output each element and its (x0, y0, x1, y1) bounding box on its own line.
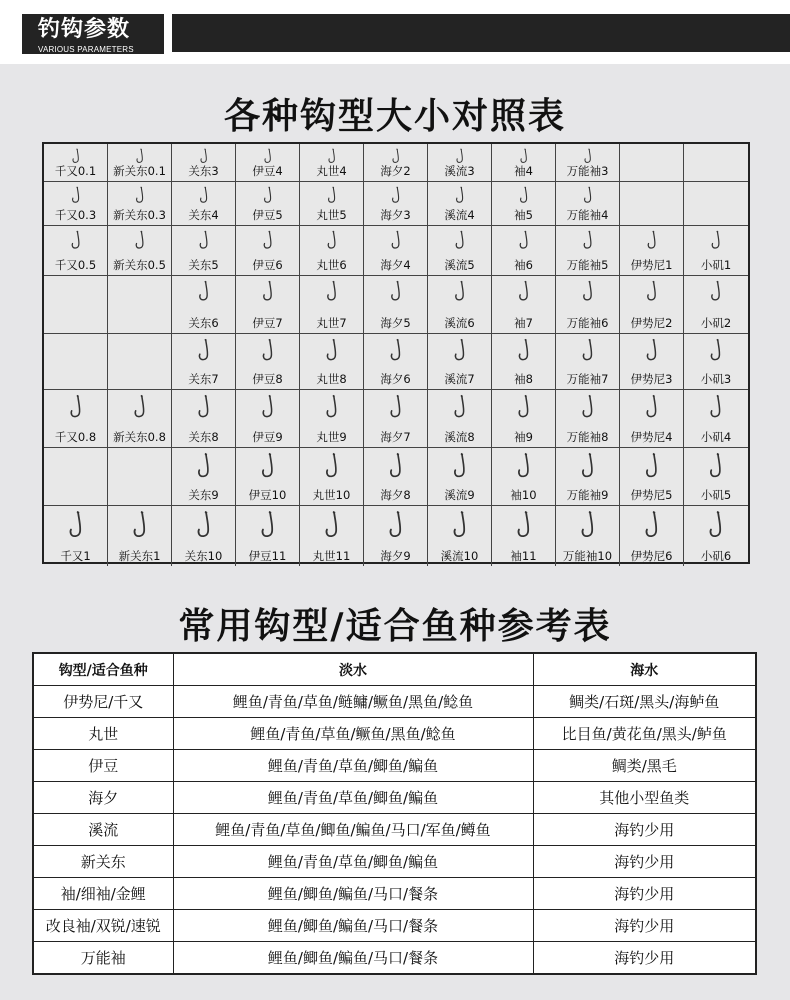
hook-cell (620, 390, 684, 448)
hook-cell (556, 390, 620, 448)
fishing-hook-icon (452, 230, 468, 250)
hook-size-label: 丸世5 (316, 208, 347, 222)
hook-cell (300, 390, 364, 448)
hook-cell (684, 506, 748, 566)
hook-cell (492, 506, 556, 566)
fishing-hook-icon (132, 186, 147, 204)
freshwater-cell: 鲤鱼/青鱼/草鱼/鲫鱼/鳊鱼 (173, 846, 533, 878)
fishing-hook-icon (132, 230, 148, 250)
fishing-hook-icon (261, 148, 275, 164)
fishing-hook-icon (706, 394, 726, 419)
hook-size-label: 丸世9 (316, 430, 347, 444)
hook-cell (620, 182, 684, 226)
fishing-hook-icon (386, 394, 406, 419)
fishing-hook-icon (257, 452, 278, 479)
hook-type-cell: 溪流 (33, 814, 173, 846)
hook-size-label: 丸世11 (312, 549, 351, 563)
fishing-hook-icon (577, 510, 599, 539)
hook-cell (428, 334, 492, 390)
hook-cell (44, 182, 108, 226)
freshwater-cell: 鲤鱼/青鱼/草鱼/鲫鱼/鳊鱼 (173, 782, 533, 814)
hook-cell (364, 182, 428, 226)
hook-size-label: 千又0.1 (54, 164, 97, 178)
fishing-hook-icon (581, 148, 595, 164)
hook-size-label: 海夕6 (380, 372, 411, 386)
hook-type-cell: 海夕 (33, 782, 173, 814)
hook-cell (300, 144, 364, 182)
hook-size-label: 小矶4 (700, 430, 732, 444)
hook-size-label: 丸世8 (316, 372, 347, 386)
fishing-hook-icon (260, 186, 275, 204)
fishing-hook-icon (708, 280, 725, 302)
saltwater-cell: 海钓少用 (533, 910, 756, 942)
fish-reference-table (32, 652, 757, 975)
hook-size-label: 小矶1 (700, 258, 732, 272)
fishing-hook-icon (513, 452, 534, 479)
hook-size-label: 丸世7 (316, 316, 347, 330)
table-row (33, 782, 756, 814)
hook-cell (108, 506, 172, 566)
fishing-hook-icon (388, 186, 403, 204)
hook-cell (44, 390, 108, 448)
hook-cell (300, 506, 364, 566)
hook-size-label: 新关东0.1 (113, 164, 166, 178)
hook-size-label: 海夕4 (380, 258, 411, 272)
freshwater-cell: 鲤鱼/鲫鱼/鳊鱼/马口/餐条 (173, 878, 533, 910)
hook-size-label: 万能袖9 (566, 488, 609, 502)
fishing-hook-icon (323, 338, 341, 362)
hook-cell (236, 182, 300, 226)
hook-size-label: 溪流3 (444, 164, 475, 178)
fishing-hook-icon (580, 186, 595, 204)
hook-cell (492, 226, 556, 276)
hook-size-label: 新关东0.3 (113, 208, 166, 222)
hook-cell (556, 226, 620, 276)
hook-size-label: 关东6 (188, 316, 219, 330)
table-header-cell: 淡水 (173, 653, 533, 686)
hook-size-label: 伊豆6 (252, 258, 283, 272)
header-title: 钓钩参数 (38, 17, 131, 42)
hook-size-label: 关东4 (188, 208, 219, 222)
hook-cell (44, 334, 108, 390)
fishing-hook-icon (644, 230, 660, 250)
hook-cell (108, 390, 172, 448)
hook-cell (172, 276, 236, 334)
hook-cell (172, 448, 236, 506)
hook-cell (556, 448, 620, 506)
header-bar (172, 14, 790, 52)
hook-cell (556, 276, 620, 334)
table-row (33, 910, 756, 942)
hook-cell (492, 448, 556, 506)
fishing-hook-icon (65, 510, 87, 539)
fishing-hook-icon (641, 510, 663, 539)
hook-size-label: 伊势尼2 (630, 316, 673, 330)
hook-cell (300, 182, 364, 226)
hook-cell (492, 182, 556, 226)
fishing-hook-icon (707, 338, 725, 362)
fishing-hook-icon (197, 148, 211, 164)
hook-size-label: 溪流10 (440, 549, 479, 563)
hook-cell (684, 276, 748, 334)
hook-cell (684, 226, 748, 276)
hook-type-cell: 新关东 (33, 846, 173, 878)
fishing-hook-icon (387, 338, 405, 362)
fishing-hook-icon (450, 394, 470, 419)
fishing-hook-icon (196, 230, 212, 250)
hook-size-label: 溪流9 (444, 488, 475, 502)
hook-size-label: 袖10 (510, 488, 537, 502)
hook-cell (44, 506, 108, 566)
hook-type-cell: 伊势尼/千又 (33, 686, 173, 718)
hook-size-label: 万能袖6 (566, 316, 609, 330)
fishing-hook-icon (577, 452, 598, 479)
hook-size-label: 伊势尼5 (630, 488, 673, 502)
hook-size-label: 万能袖8 (566, 430, 609, 444)
hook-cell (364, 334, 428, 390)
hook-cell (620, 276, 684, 334)
hook-size-label: 丸世4 (316, 164, 347, 178)
fishing-hook-icon (514, 394, 534, 419)
table-row (33, 686, 756, 718)
hook-cell (108, 334, 172, 390)
fishing-hook-icon (258, 394, 278, 419)
hook-size-label: 伊豆4 (252, 164, 283, 178)
hook-size-label: 千又1 (60, 549, 91, 563)
fishing-hook-icon (708, 230, 724, 250)
hook-size-label: 小矶2 (700, 316, 732, 330)
fishing-hook-icon (259, 280, 276, 302)
hook-cell (492, 144, 556, 182)
hook-cell (172, 182, 236, 226)
hook-cell (684, 182, 748, 226)
hook-size-label: 海夕8 (380, 488, 411, 502)
hook-size-label: 袖7 (514, 316, 533, 330)
fishing-hook-icon (389, 148, 403, 164)
hook-size-label: 袖5 (514, 208, 533, 222)
hook-size-label: 新关东0.5 (113, 258, 166, 272)
hook-cell (172, 334, 236, 390)
hook-cell (428, 390, 492, 448)
hook-cell (620, 448, 684, 506)
hook-cell (428, 182, 492, 226)
hook-size-label: 伊豆9 (252, 430, 283, 444)
table-row (33, 718, 756, 750)
fishing-hook-icon (453, 148, 467, 164)
table-header-cell: 钩型/适合鱼种 (33, 653, 173, 686)
saltwater-cell: 海钓少用 (533, 814, 756, 846)
fishing-hook-icon (643, 338, 661, 362)
saltwater-cell: 海钓少用 (533, 878, 756, 910)
hook-size-chart (42, 142, 750, 564)
fishing-hook-icon (69, 148, 83, 164)
hook-size-label: 袖6 (514, 258, 533, 272)
table-row (33, 846, 756, 878)
hook-size-label: 千又0.5 (54, 258, 97, 272)
hook-chart-title: 各种钩型大小对照表 (223, 96, 566, 137)
saltwater-cell: 比目鱼/黄花鱼/黑头/鲈鱼 (533, 718, 756, 750)
hook-cell (428, 506, 492, 566)
hook-size-label: 海夕9 (380, 549, 411, 563)
fish-table-title: 常用钩型/适合鱼种参考表 (178, 606, 612, 647)
fishing-hook-icon (642, 394, 662, 419)
fishing-hook-icon (129, 510, 151, 539)
hook-cell (684, 448, 748, 506)
hook-size-label: 万能袖10 (562, 549, 613, 563)
hook-cell (364, 390, 428, 448)
hook-size-label: 关东8 (188, 430, 219, 444)
fishing-hook-icon (705, 510, 727, 539)
hook-size-label: 溪流4 (444, 208, 475, 222)
hook-cell (620, 226, 684, 276)
hook-cell (236, 334, 300, 390)
hook-cell (684, 334, 748, 390)
hook-size-label: 伊豆10 (248, 488, 287, 502)
hook-size-label: 海夕5 (380, 316, 411, 330)
hook-size-label: 溪流6 (444, 316, 475, 330)
hook-size-label: 伊豆5 (252, 208, 283, 222)
fishing-hook-icon (193, 452, 214, 479)
hook-size-label: 万能袖3 (566, 164, 609, 178)
hook-size-label: 新关东0.8 (113, 430, 166, 444)
fishing-hook-icon (449, 510, 471, 539)
fishing-hook-icon (325, 148, 339, 164)
fishing-hook-icon (68, 186, 83, 204)
fishing-hook-icon (449, 452, 470, 479)
fishing-hook-icon (385, 452, 406, 479)
hook-size-label: 新关东1 (118, 549, 161, 563)
hook-size-label: 万能袖5 (566, 258, 609, 272)
hook-cell (428, 276, 492, 334)
hook-cell (620, 144, 684, 182)
fishing-hook-icon (579, 338, 597, 362)
hook-cell (620, 334, 684, 390)
fishing-hook-icon (385, 510, 407, 539)
hook-cell (492, 276, 556, 334)
hook-cell (492, 390, 556, 448)
hook-cell (44, 144, 108, 182)
hook-cell (236, 226, 300, 276)
hook-cell (172, 390, 236, 448)
hook-size-label: 千又0.3 (54, 208, 97, 222)
hook-cell (236, 276, 300, 334)
fishing-hook-icon (195, 280, 212, 302)
hook-size-label: 小矶6 (700, 549, 732, 563)
fishing-hook-icon (257, 510, 279, 539)
freshwater-cell: 鲤鱼/青鱼/草鱼/鳜鱼/黑鱼/鲶鱼 (173, 718, 533, 750)
table-row (33, 942, 756, 975)
hook-type-cell: 伊豆 (33, 750, 173, 782)
hook-size-label: 袖9 (514, 430, 533, 444)
fishing-hook-icon (68, 230, 84, 250)
hook-cell (108, 448, 172, 506)
hook-size-label: 关东7 (188, 372, 219, 386)
hook-cell (556, 334, 620, 390)
hook-size-label: 丸世10 (312, 488, 351, 502)
hook-size-label: 小矶3 (700, 372, 732, 386)
fishing-hook-icon (66, 394, 86, 419)
fishing-hook-icon (259, 338, 277, 362)
hook-type-cell: 改良袖/双锐/速锐 (33, 910, 173, 942)
fishing-hook-icon (451, 338, 469, 362)
hook-cell (236, 144, 300, 182)
fishing-hook-icon (133, 148, 147, 164)
hook-size-label: 万能袖4 (566, 208, 609, 222)
fishing-hook-icon (516, 230, 532, 250)
header-subtitle: VARIOUS PARAMETERS (38, 45, 134, 54)
saltwater-cell: 海钓少用 (533, 942, 756, 975)
hook-size-label: 海夕3 (380, 208, 411, 222)
fishing-hook-icon (515, 338, 533, 362)
hook-size-label: 溪流8 (444, 430, 475, 444)
hook-cell (364, 448, 428, 506)
fishing-hook-icon (643, 280, 660, 302)
hook-cell (428, 226, 492, 276)
hook-cell (364, 226, 428, 276)
hook-cell (364, 276, 428, 334)
fishing-hook-icon (641, 452, 662, 479)
freshwater-cell: 鲤鱼/鲫鱼/鳊鱼/马口/餐条 (173, 910, 533, 942)
fishing-hook-icon (324, 186, 339, 204)
fishing-hook-icon (321, 510, 343, 539)
fishing-hook-icon (324, 230, 340, 250)
hook-cell (108, 276, 172, 334)
hook-cell (300, 448, 364, 506)
fishing-hook-icon (516, 186, 531, 204)
table-header-row (33, 653, 756, 686)
hook-size-label: 伊势尼3 (630, 372, 673, 386)
hook-cell (236, 448, 300, 506)
hook-cell (556, 182, 620, 226)
fishing-hook-icon (579, 280, 596, 302)
hook-size-label: 袖4 (514, 164, 533, 178)
hook-cell (428, 144, 492, 182)
fishing-hook-icon (452, 186, 467, 204)
hook-size-label: 溪流7 (444, 372, 475, 386)
fishing-hook-icon (196, 186, 211, 204)
hook-cell (108, 144, 172, 182)
hook-size-label: 关东9 (188, 488, 219, 502)
hook-cell (364, 144, 428, 182)
hook-size-label: 伊豆8 (252, 372, 283, 386)
hook-cell (684, 390, 748, 448)
hook-cell (684, 144, 748, 182)
hook-cell (236, 506, 300, 566)
hook-cell (44, 226, 108, 276)
hook-size-label: 小矶5 (700, 488, 732, 502)
hook-size-label: 伊豆7 (252, 316, 283, 330)
fishing-hook-icon (195, 338, 213, 362)
hook-cell (44, 448, 108, 506)
saltwater-cell: 鲷类/黑毛 (533, 750, 756, 782)
hook-size-label: 袖11 (510, 549, 537, 563)
hook-cell (108, 182, 172, 226)
fishing-hook-icon (451, 280, 468, 302)
hook-cell (108, 226, 172, 276)
hook-cell (236, 390, 300, 448)
fishing-hook-icon (130, 394, 150, 419)
hook-size-label: 关东3 (188, 164, 219, 178)
hook-cell (172, 144, 236, 182)
fishing-hook-icon (321, 452, 342, 479)
hook-cell (300, 226, 364, 276)
hook-size-label: 伊势尼4 (630, 430, 673, 444)
fishing-hook-icon (517, 148, 531, 164)
hook-size-label: 伊豆11 (248, 549, 287, 563)
fishing-hook-icon (706, 452, 727, 479)
fishing-hook-icon (513, 510, 535, 539)
hook-size-label: 袖8 (514, 372, 533, 386)
fishing-hook-icon (580, 230, 596, 250)
hook-size-label: 溪流5 (444, 258, 475, 272)
freshwater-cell: 鲤鱼/青鱼/草鱼/鲫鱼/鳊鱼/马口/军鱼/鳟鱼 (173, 814, 533, 846)
freshwater-cell: 鲤鱼/鲫鱼/鳊鱼/马口/餐条 (173, 942, 533, 975)
saltwater-cell: 鲷类/石斑/黑头/海鲈鱼 (533, 686, 756, 718)
saltwater-cell: 海钓少用 (533, 846, 756, 878)
table-row (33, 814, 756, 846)
freshwater-cell: 鲤鱼/青鱼/草鱼/鲫鱼/鳊鱼 (173, 750, 533, 782)
fishing-hook-icon (322, 394, 342, 419)
freshwater-cell: 鲤鱼/青鱼/草鱼/鲢鳙/鳜鱼/黑鱼/鲶鱼 (173, 686, 533, 718)
hook-cell (172, 226, 236, 276)
fishing-hook-icon (260, 230, 276, 250)
hook-size-label: 丸世6 (316, 258, 347, 272)
hook-size-label: 伊势尼6 (630, 549, 673, 563)
hook-cell (44, 276, 108, 334)
table-row (33, 750, 756, 782)
hook-cell (492, 334, 556, 390)
hook-cell (556, 144, 620, 182)
fishing-hook-icon (193, 510, 215, 539)
fishing-hook-icon (578, 394, 598, 419)
hook-size-label: 伊势尼1 (630, 258, 673, 272)
fishing-hook-icon (323, 280, 340, 302)
hook-size-label: 关东10 (184, 549, 223, 563)
hook-size-label: 海夕7 (380, 430, 411, 444)
hook-size-label: 万能袖7 (566, 372, 609, 386)
hook-size-label: 关东5 (188, 258, 219, 272)
hook-type-cell: 袖/细袖/金鲤 (33, 878, 173, 910)
hook-cell (620, 506, 684, 566)
hook-cell (300, 276, 364, 334)
hook-type-cell: 丸世 (33, 718, 173, 750)
fishing-hook-icon (515, 280, 532, 302)
hook-cell (364, 506, 428, 566)
fishing-hook-icon (388, 230, 404, 250)
hook-cell (556, 506, 620, 566)
fishing-hook-icon (194, 394, 214, 419)
hook-cell (300, 334, 364, 390)
hook-cell (428, 448, 492, 506)
hook-cell (172, 506, 236, 566)
table-row (33, 878, 756, 910)
hook-type-cell: 万能袖 (33, 942, 173, 975)
hook-size-label: 海夕2 (380, 164, 411, 178)
saltwater-cell: 其他小型鱼类 (533, 782, 756, 814)
hook-size-label: 千又0.8 (54, 430, 97, 444)
fishing-hook-icon (387, 280, 404, 302)
table-header-cell: 海水 (533, 653, 756, 686)
